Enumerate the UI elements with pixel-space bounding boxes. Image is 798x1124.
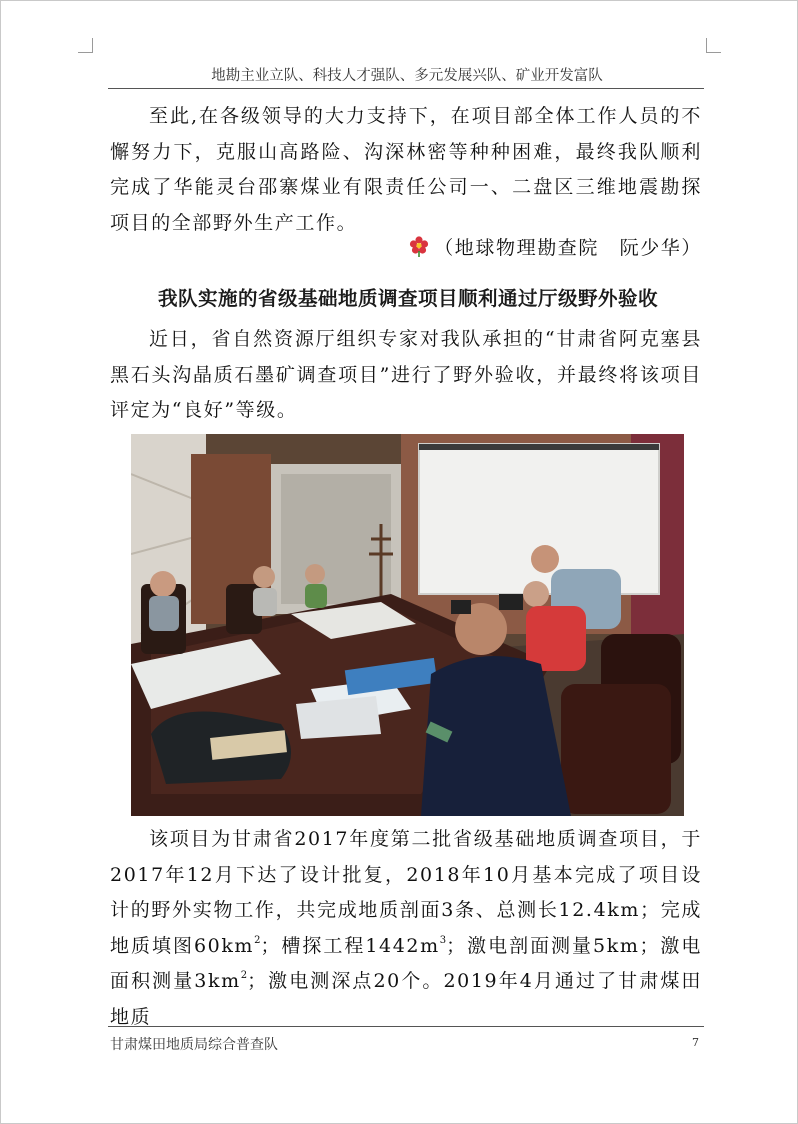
body-text-1: 该项目为甘肃省2017年度第二批省级基础地质调查项目，于2017年12月下达了设计批复，2018年10月基本完成了项目设计的野外实物工作，共完成地质剖面3条、总测长12.4km；完成地质填图60km <box>110 828 702 957</box>
header-rule <box>108 88 704 89</box>
closing-paragraph: 至此,在各级领导的大力支持下，在项目部全体工作人员的不懈努力下，克服山高路险、沟深林密等种种困难，最终我队顺利完成了华能灵台邵寨煤业有限责任公司一、二盘区三维地震勘探项目的全部野外生产工作。 <box>110 105 702 234</box>
crop-mark-top-left <box>78 38 93 53</box>
header-slogan: 地勘主业立队、科技人才强队、多元发展兴队、矿业开发富队 <box>211 68 603 84</box>
article-title: 我队实施的省级基础地质调查项目顺利通过厅级野外验收 <box>157 287 658 310</box>
body-text-2: ；槽探工程1442m <box>260 934 440 957</box>
superscript-m3: 3 <box>439 934 447 946</box>
intro-paragraph: 近日，省自然资源厅组织专家对我队承担的“甘肃省阿克塞县黑石头沟晶质石墨矿调查项目”进行了野外验收，并最终将该项目评定为“良好”等级。 <box>110 328 702 421</box>
footer-org: 甘肃煤田地质局综合普查队 <box>110 1037 278 1053</box>
flower-icon <box>408 235 430 257</box>
signature-line <box>380 233 702 260</box>
body-text-3: ；激电剖面测量5km；激电面积测量3km <box>110 934 703 992</box>
footer-rule <box>108 1026 704 1027</box>
page-number: 7 <box>692 1036 699 1049</box>
crop-mark-top-right <box>706 38 721 53</box>
superscript-km2: 2 <box>254 934 261 946</box>
signature-text: （地球物理勘查院 阮少华） <box>434 237 702 259</box>
meeting-room-photo <box>131 434 684 816</box>
body-paragraph <box>110 822 702 1035</box>
superscript-km2-b: 2 <box>240 970 248 981</box>
body-text-4: ；激电测深点20个。2019年4月通过了甘肃煤田地质 <box>110 970 702 1028</box>
